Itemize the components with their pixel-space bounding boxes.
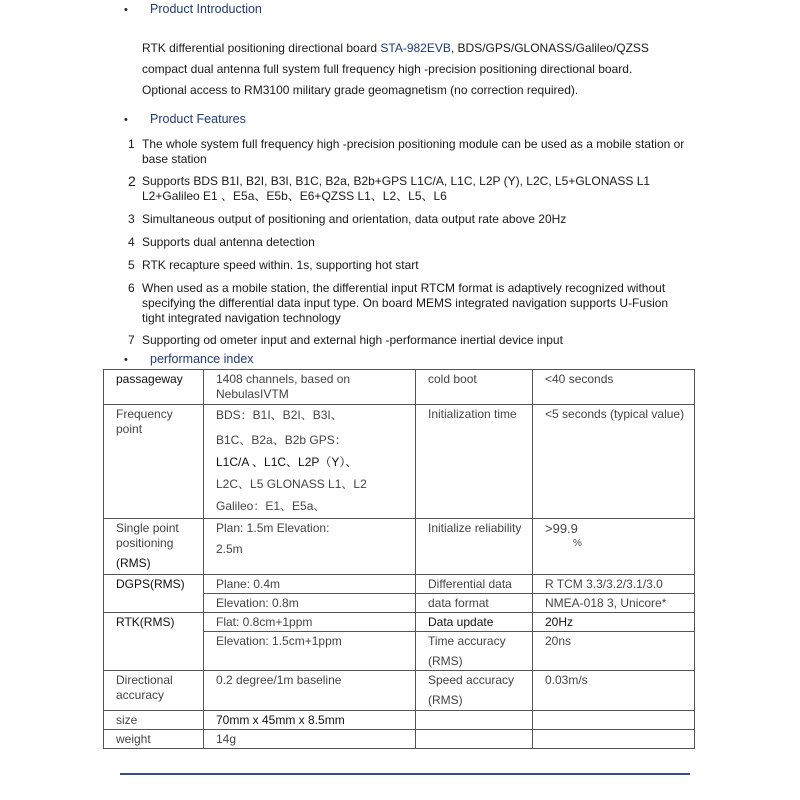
spec-label-empty	[104, 594, 204, 613]
spec-label: size	[104, 711, 204, 730]
model-name: STA-982EVB	[380, 41, 451, 55]
spec-value: 70mm x 45mm x 8.5mm	[204, 711, 416, 730]
table-row	[104, 671, 695, 711]
feature-item: 7 Supporting od ometer input and external high -performance inertial device input	[128, 333, 563, 347]
spec-value: <5 seconds (typical value)	[533, 405, 695, 519]
spec-label: cold boot	[416, 370, 533, 405]
table-row	[104, 519, 695, 575]
spec-value: Plan: 1.5m Elevation: 2.5m	[204, 519, 416, 575]
bullet-icon: •	[124, 4, 128, 16]
spec-value: 0.03m/s	[533, 671, 695, 711]
spec-label: data format	[416, 594, 533, 613]
spec-value: Elevation: 1.5cm+1ppm	[204, 632, 416, 671]
spec-value-empty	[533, 730, 695, 749]
bullet-icon: •	[124, 354, 128, 366]
table-row	[104, 405, 695, 519]
table-row	[104, 711, 695, 730]
spec-label: Initialize reliability	[416, 519, 533, 575]
feature-item: 1 The whole system full frequency high -precision positioning module can be used as a mobile station or base station	[128, 137, 685, 166]
table-row	[104, 370, 695, 405]
spec-value: 1408 channels, based on NebulasIVTM	[204, 370, 416, 405]
feature-item: 4 Supports dual antenna detection	[128, 235, 315, 249]
spec-label: passageway	[104, 370, 204, 405]
spec-label-empty	[416, 711, 533, 730]
feature-item: 5 RTK recapture speed within. 1s, supporting hot start	[128, 258, 419, 272]
spec-value: Plane: 0.4m	[204, 575, 416, 594]
footer-divider	[120, 773, 690, 775]
feature-item: 6 When used as a mobile station, the differential input RTCM format is adaptively recognized without specifying the differential data input type. On board MEMS integrated navigation supports U-Fusion tight integrated navigation technology	[128, 281, 669, 325]
table-row	[104, 594, 695, 613]
spec-value: 0.2 degree/1m baseline	[204, 671, 416, 711]
bullet-icon: •	[124, 114, 128, 126]
spec-value: >99.9 %	[533, 519, 695, 575]
table-row	[104, 613, 695, 632]
table-row	[104, 730, 695, 749]
spec-label: Directional accuracy	[104, 671, 204, 711]
spec-value: NMEA-018 3, Unicore*	[533, 594, 695, 613]
spec-label: Single point positioning (RMS)	[104, 519, 204, 575]
intro-heading: • Product Introduction	[124, 2, 262, 16]
features-list	[128, 137, 688, 355]
intro-paragraph	[142, 38, 702, 101]
features-heading: • Product Features	[124, 112, 246, 126]
spec-label-empty	[104, 632, 204, 671]
spec-value: BDS：B1I、B2I、B3I、 B1C、B2a、B2b GPS： L1C/A 、L1C、L2P（Y）、 L2C、L5 GLONASS L1、L2 Galileo：E1、E5a、	[204, 405, 416, 519]
spec-label: Time accuracy (RMS)	[416, 632, 533, 671]
feature-item: 3 Simultaneous output of positioning and orientation, data output rate above 20Hz	[128, 212, 567, 226]
spec-value: 14g	[204, 730, 416, 749]
spec-label: RTK(RMS)	[104, 613, 204, 632]
spec-label: weight	[104, 730, 204, 749]
spec-value: Elevation: 0.8m	[204, 594, 416, 613]
table-row	[104, 632, 695, 671]
intro-line-3: Optional access to RM3100 military grade geomagnetism (no correction required).	[142, 83, 579, 97]
spec-label: Data update	[416, 613, 533, 632]
spec-label: DGPS(RMS)	[104, 575, 204, 594]
spec-value: <40 seconds	[533, 370, 695, 405]
performance-table	[103, 369, 695, 749]
spec-value: R TCM 3.3/3.2/3.1/3.0	[533, 575, 695, 594]
spec-label: Speed accuracy (RMS)	[416, 671, 533, 711]
spec-value: 20Hz	[533, 613, 695, 632]
spec-label: Frequency point	[104, 405, 204, 519]
spec-value-empty	[533, 711, 695, 730]
feature-item: 2 Supports BDS B1I, B2I, B3I, B1C, B2a, B2b+GPS L1C/A, L1C, L2P (Y), L2C, L5+GLONASS L1 L2+Galileo E1 、E5a、E5b、E6+QZSS L1、L2、L5、L6	[128, 173, 651, 203]
spec-value: Flat: 0.8cm+1ppm	[204, 613, 416, 632]
spec-label: Differential data	[416, 575, 533, 594]
spec-label-empty	[416, 730, 533, 749]
intro-line-1: RTK differential positioning directional board STA-982EVB, BDS/GPS/GLONASS/Galileo/QZSS	[142, 41, 649, 55]
spec-value: 20ns	[533, 632, 695, 671]
spec-label: Initialization time	[416, 405, 533, 519]
table-row	[104, 575, 695, 594]
performance-heading: • performance index	[124, 352, 254, 366]
intro-line-2: compact dual antenna full system full frequency high -precision positioning directional board.	[142, 62, 633, 76]
